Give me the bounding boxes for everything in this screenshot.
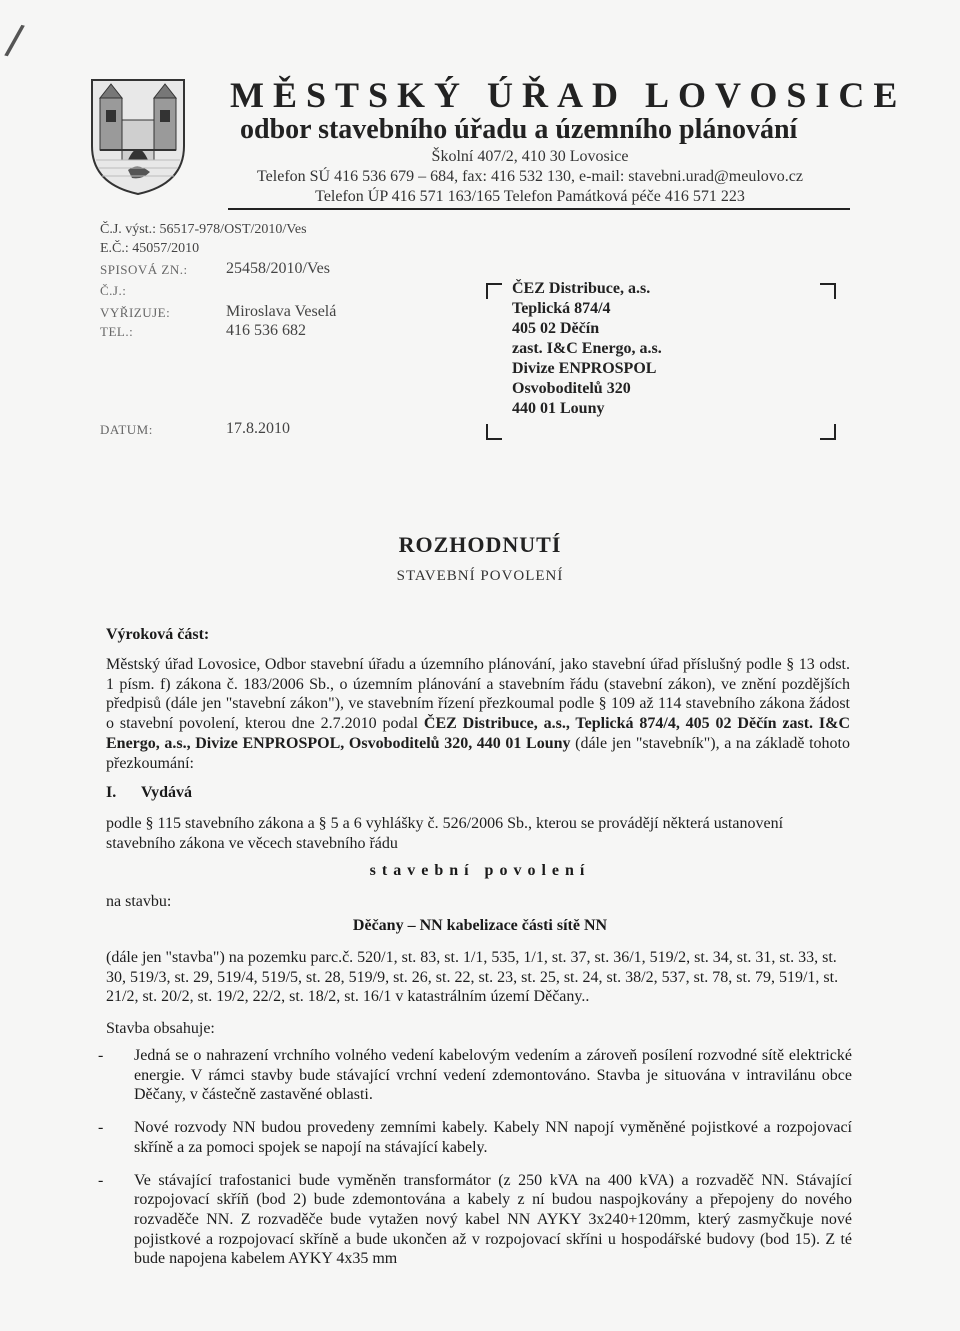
recipient-line: 440 01 Louny xyxy=(512,400,605,417)
header-divider xyxy=(228,208,850,210)
address-corner-br xyxy=(820,424,836,440)
list-item-text: Nové rozvody NN budou provedeny zemními kabely. Kabely NN napojí vyměněné pojistkové a rozpojovací skříně a za pomoci spojek se napojí na stávající kabely. xyxy=(134,1119,852,1156)
recipient-line: 405 02 Děčín xyxy=(512,320,600,337)
org-phone-line: Telefon SÚ 416 536 679 – 684, fax: 416 532 130, e-mail: stavebni.urad@meulovo.cz xyxy=(257,168,803,185)
construction-contents-list xyxy=(96,1046,852,1282)
decision-subtitle: STAVEBNÍ POVOLENÍ xyxy=(396,568,564,584)
handwritten-mark: / xyxy=(1,14,27,68)
org-address: Školní 407/2, 410 30 Lovosice xyxy=(431,148,629,165)
address-corner-bl xyxy=(486,424,502,440)
section-label: Výroková část: xyxy=(106,626,210,643)
parcel-list: (dále jen "stavba") na pozemku parc.č. 520/1, st. 83, st. 1/1, 535, 1/1, st. 37, st. 36/1, 519/2, st. 34, st. 31, st. 33, st. 30, 519/3, st. 29, 519/4, 519/5, st. 28, 519/9, st. 26, st. 22, st. 23, st. 25, st. 24, st. 38/2, 537, st. 78, st. 79, 519/1, st. 21/2, st. 20/2, st. 19/2, 22/2, st. 18/2, st. 16/1 v katastrálním území Děčany.. xyxy=(106,949,839,1006)
list-item xyxy=(96,1171,852,1270)
list-item xyxy=(96,1046,852,1105)
legal-basis: podle § 115 stavebního zákona a § 5 a 6 vyhlášky č. 526/2006 Sb., kterou se provádějí některá ustanovení stavebního zákona ve věcech stavebního řádu xyxy=(106,815,784,852)
cj-label: Č.J.: xyxy=(100,283,127,298)
city-crest-logo xyxy=(88,76,188,196)
org-phone-line-2: Telefon ÚP 416 571 163/165 Telefon Památková péče 416 571 223 xyxy=(315,188,745,205)
recipient-line: Teplická 874/4 xyxy=(512,300,611,317)
list-item-text: Ve stávající trafostanici bude vyměněn transformátor (z 250 kVA na 400 kVA) a rozvaděč NN. Stávající rozpojovací skříň (bod 2) bude zdemontována a kabely z ní budou naspojkovány a přepojeny do nového rozvaděče NN. Z rozvaděče bude vytažen nový kabel NN AYKY 3x240+120mm, který zasmyčkuje nové pojistkové a rozpojovací skříně a bude ukončen až v rozpojovací skříni u hospodářské budovy (bod 15). Z té bude napojena kabelem AYKY 4x35 mm xyxy=(134,1171,852,1268)
decision-intro xyxy=(106,655,850,773)
bullet-dash: - xyxy=(98,1171,104,1189)
bullet-dash: - xyxy=(98,1119,104,1137)
list-item xyxy=(96,1118,852,1157)
vyrizuje-label: VYŘIZUJE: xyxy=(100,305,171,320)
point-label: Vydává xyxy=(141,784,192,801)
spisova-zn-value: 25458/2010/Ves xyxy=(226,260,330,277)
construction-name: Děčany – NN kabelizace části sítě NN xyxy=(352,917,608,934)
point-number: I. xyxy=(106,784,117,801)
recipient-line: Osvoboditelů 320 xyxy=(512,380,631,397)
recipient-line: zast. I&C Energo, a.s. xyxy=(512,340,662,357)
intro-text: Městský úřad Lovosice, Odbor stavební úřadu a územního plánování, jako stavební úřad příslušný podle § 13 odst. 1 písm. f) zákona č. 183/2006 Sb., o územním plánování a stavebním řádu (stavební zákon), ve znění pozdějších předpisů (dále jen "stavební zákon"), ve stavebním řízení přezkoumal podle § 109 až 114 stavebního zákona žádost o stavební povolení, kterou dne 2.7.2010 podal xyxy=(106,656,850,733)
decision-title: ROZHODNUTÍ xyxy=(398,532,562,557)
bullet-dash: - xyxy=(98,1047,104,1064)
contents-label: Stavba obsahuje: xyxy=(106,1020,215,1037)
datum-value: 17.8.2010 xyxy=(226,420,290,437)
spisova-zn-label: SPISOVÁ ZN.: xyxy=(100,262,188,277)
permit-label: stavební povolení xyxy=(369,862,591,879)
tel-label: TEL.: xyxy=(100,324,134,339)
tel-value: 416 536 682 xyxy=(226,322,306,339)
applicant-name: ČEZ Distribuce, a.s., Teplická 874/4, 405 02 Děčín zast. I&C Energo, a.s., Divize ENPROSPOL, Osvoboditelů 320, 440 01 Louny xyxy=(106,715,851,752)
address-corner-tr xyxy=(820,283,836,299)
org-subtitle: odbor stavebního úřadu a územního plánování xyxy=(240,114,798,145)
address-corner-tl xyxy=(486,283,502,299)
recipient-line: Divize ENPROSPOL xyxy=(512,360,657,377)
recipient-line: ČEZ Distribuce, a.s. xyxy=(512,280,651,297)
cj-vyst: Č.J. výst.: 56517-978/OST/2010/Ves xyxy=(100,222,307,237)
datum-label: DATUM: xyxy=(100,422,153,437)
vyrizuje-value: Miroslava Veselá xyxy=(226,303,337,320)
na-stavbu-label: na stavbu: xyxy=(106,893,172,910)
ec-number: E.Č.: 45057/2010 xyxy=(100,241,200,256)
org-title: MĚSTSKÝ ÚŘAD LOVOSICE xyxy=(230,75,907,115)
list-item-text: Jedná se o nahrazení vrchního volného vedení kabelovým vedením a zároveň posílení rozvodné sítě elektrické energie. V rámci stavby bude stávající vrchní vedení zdemontováno. Stavba je situována v intravilánu obce Děčany, v částečně zastavěné oblasti. xyxy=(134,1047,852,1104)
intro-tail: (dále jen "stavebník"), a na základě tohoto přezkoumání: xyxy=(106,734,850,772)
